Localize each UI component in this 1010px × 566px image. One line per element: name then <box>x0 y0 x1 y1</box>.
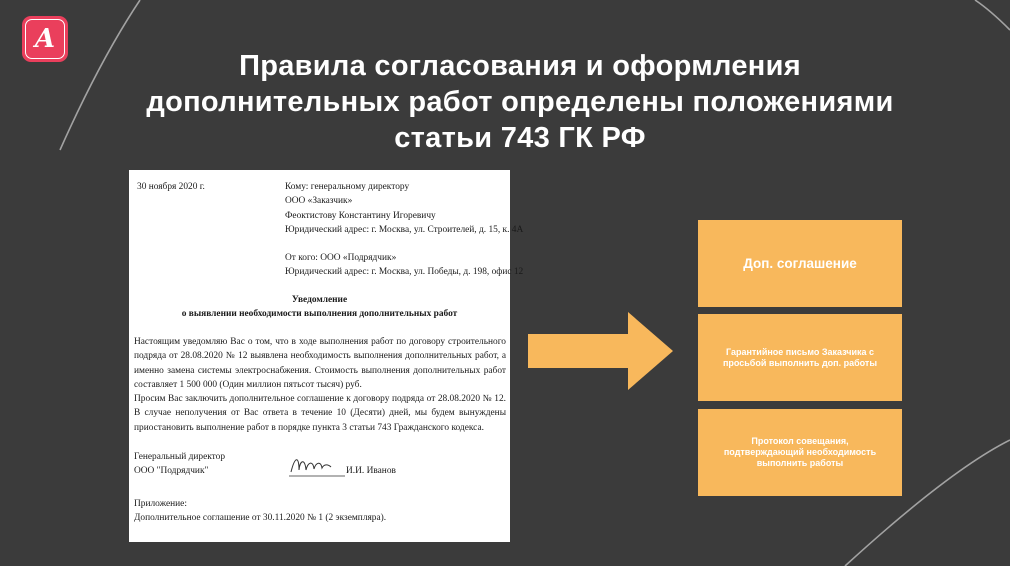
recipient-line: ООО «Заказчик» <box>285 196 353 207</box>
body-paragraph: Настоящим уведомляю Вас о том, что в ходе выполнения работ по договору строительного подряда от 28.08.2020 № 12 выявлена необходимость выполнения дополнительных работ, а именно замена системы электроснабжения. Стоимость выполнения дополнительных работ составляет 1 500 000 (Один миллион пятьсот тысяч) руб. <box>134 337 506 390</box>
notice-document <box>129 170 524 542</box>
body-paragraph: Просим Вас заключить дополнительное соглашение к договору подряда от 28.08.2020 № 12. В случае неполучения от Вас ответа в течение 10 (Десяти) дней, мы будем вынуждены приостановить выполнение работ в порядке пункта 3 статьи 743 Гражданского кодекса. <box>134 394 506 433</box>
sender-line: Юридический адрес: г. Москва, ул. Победы, д. 198, офис 12 <box>285 267 524 278</box>
document-body <box>134 335 506 435</box>
logo <box>22 16 68 62</box>
document-heading <box>129 293 510 322</box>
sender-line: От кого: ООО «Подрядчик» <box>285 253 397 263</box>
recipient-line: Феоктистову Константину Игоревичу <box>285 210 436 221</box>
slide-title: Правила согласования и оформления дополнительных работ определены положениями статьи 743 ГК РФ <box>146 50 894 154</box>
signer-name: И.И. Иванов <box>346 466 396 476</box>
recipient-line: Юридический адрес: г. Москва, ул. Строителей, д. 15, к. 4А <box>285 224 524 235</box>
signer-position: Генеральный директор <box>134 452 226 462</box>
appendix-block <box>134 497 386 526</box>
option-box-agreement: Доп. соглашение <box>698 220 902 307</box>
recipient-line: Кому: генеральному директору <box>285 182 410 192</box>
heading-line: Уведомление <box>291 295 348 305</box>
signer-block <box>134 450 225 479</box>
sender-block <box>285 251 523 280</box>
option-box-guarantee-letter: Гарантийное письмо Заказчика с просьбой выполнить доп. работы <box>698 314 902 401</box>
heading-line: о выявлении необходимости выполнения дополнительных работ <box>181 309 458 320</box>
signature-icon <box>287 452 347 480</box>
option-box-meeting-protocol: Протокол совещания, подтверждающий необходимость выполнить работы <box>698 409 902 496</box>
recipient-block <box>285 180 523 237</box>
appendix-text: Дополнительное соглашение от 30.11.2020 № 1 (2 экземпляра). <box>134 513 387 524</box>
appendix-label: Приложение: <box>134 499 187 509</box>
logo-emblem-icon: A <box>25 19 65 59</box>
document-date: 30 ноября 2020 г. <box>137 182 205 192</box>
right-arrow-icon <box>528 312 673 390</box>
signer-company: ООО "Подрядчик" <box>134 466 209 477</box>
